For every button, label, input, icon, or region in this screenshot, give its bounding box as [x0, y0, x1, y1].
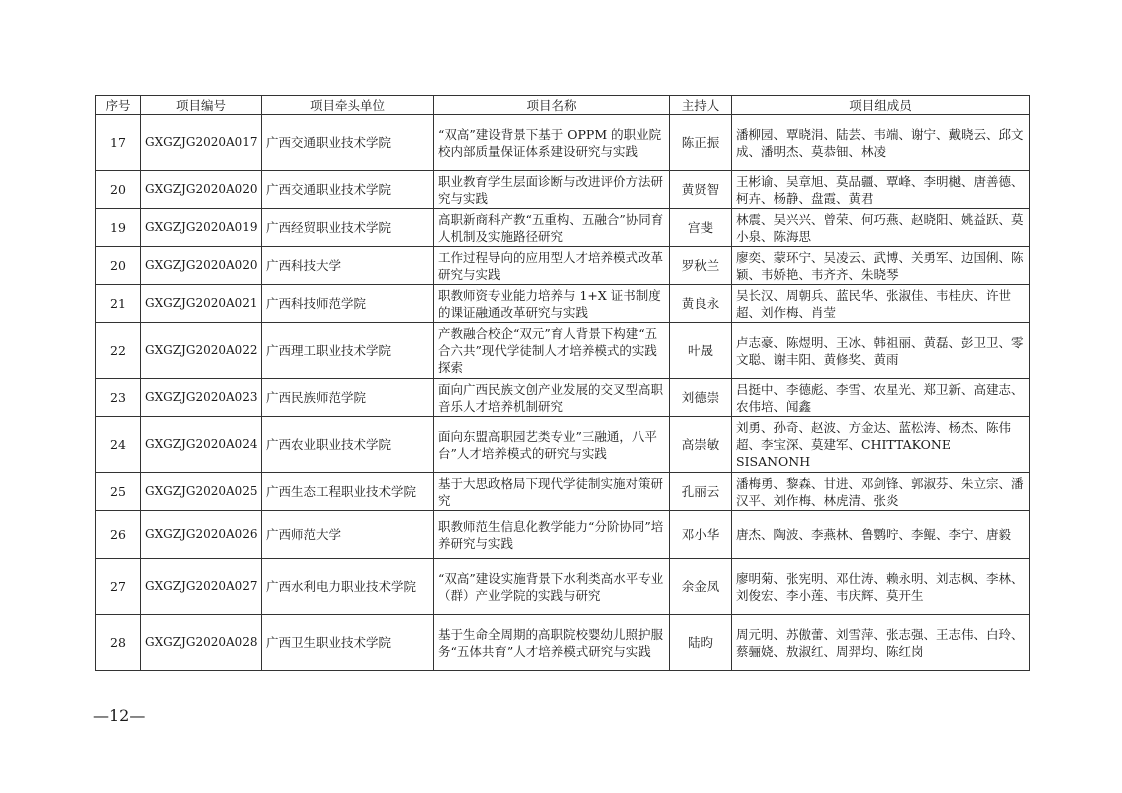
project-table — [95, 95, 1030, 671]
row-project-name: 高职新商科产教“五重构、五融合”协同育人机制及实施路径研究 — [434, 209, 670, 247]
row-code: GXGZJG2020A027 — [141, 559, 262, 615]
row-seq: 23 — [96, 379, 141, 417]
row-code: GXGZJG2020A020 — [141, 171, 262, 209]
row-members: 王彬谕、吴章旭、莫品疆、覃峰、李明樾、唐善德、柯卉、杨静、盘霞、黄君 — [732, 171, 1030, 209]
row-host: 黄良永 — [670, 285, 732, 323]
row-host: 罗秋兰 — [670, 247, 732, 285]
table-row — [96, 379, 1030, 417]
row-project-name: “双高”建设背景下基于 OPPM 的职业院校内部质量保证体系建设研究与实践 — [434, 115, 670, 171]
row-seq: 21 — [96, 285, 141, 323]
row-code: GXGZJG2020A021 — [141, 285, 262, 323]
row-seq: 26 — [96, 511, 141, 559]
row-project-name: 基于大思政格局下现代学徒制实施对策研究 — [434, 473, 670, 511]
row-host: 陆昀 — [670, 615, 732, 671]
row-code: GXGZJG2020A020 — [141, 247, 262, 285]
row-seq: 24 — [96, 417, 141, 473]
row-members: 吕挺中、李德彪、李雪、农星光、郑卫新、高建志、农伟培、闻鑫 — [732, 379, 1030, 417]
row-host: 黄贤智 — [670, 171, 732, 209]
row-unit: 广西民族师范学院 — [262, 379, 434, 417]
row-members: 刘勇、孙奇、赵波、方金达、蓝松涛、杨杰、陈伟超、李宝深、莫建军、CHITTAKONE SISANONH — [732, 417, 1030, 473]
row-members: 吴长汉、周朝兵、蓝民华、张淑佳、韦桂庆、许世超、刘作梅、肖莹 — [732, 285, 1030, 323]
table-row — [96, 323, 1030, 379]
row-members: 潘梅勇、黎森、甘进、邓剑锋、郭淑芬、朱立宗、潘汉平、刘作梅、林虎清、张炎 — [732, 473, 1030, 511]
row-unit: 广西交通职业技术学院 — [262, 171, 434, 209]
header-seq: 序号 — [96, 96, 141, 115]
row-unit: 广西经贸职业技术学院 — [262, 209, 434, 247]
row-seq: 27 — [96, 559, 141, 615]
row-unit: 广西农业职业技术学院 — [262, 417, 434, 473]
header-code: 项目编号 — [141, 96, 262, 115]
row-host: 叶晟 — [670, 323, 732, 379]
table-row — [96, 247, 1030, 285]
row-project-name: 职业教育学生层面诊断与改进评价方法研究与实践 — [434, 171, 670, 209]
row-seq: 20 — [96, 247, 141, 285]
table-row — [96, 285, 1030, 323]
row-project-name: 产教融合校企“双元”育人背景下构建“五合六共”现代学徒制人才培养模式的实践探索 — [434, 323, 670, 379]
header-unit: 项目牵头单位 — [262, 96, 434, 115]
page-number: —12— — [93, 706, 146, 725]
header-members: 项目组成员 — [732, 96, 1030, 115]
row-code: GXGZJG2020A019 — [141, 209, 262, 247]
table-row — [96, 473, 1030, 511]
row-host: 宫斐 — [670, 209, 732, 247]
table-row — [96, 511, 1030, 559]
row-code: GXGZJG2020A028 — [141, 615, 262, 671]
header-name: 项目名称 — [434, 96, 670, 115]
row-project-name: 工作过程导向的应用型人才培养模式改革研究与实践 — [434, 247, 670, 285]
row-unit: 广西卫生职业技术学院 — [262, 615, 434, 671]
table-row — [96, 615, 1030, 671]
table-row — [96, 171, 1030, 209]
row-unit: 广西师范大学 — [262, 511, 434, 559]
row-members: 唐杰、陶波、李燕林、鲁鹦咛、李鲲、李宁、唐毅 — [732, 511, 1030, 559]
row-code: GXGZJG2020A022 — [141, 323, 262, 379]
row-seq: 17 — [96, 115, 141, 171]
row-project-name: 面向东盟高职园艺类专业”三融通，八平台”人才培养模式的研究与实践 — [434, 417, 670, 473]
row-members: 廖明菊、张宪明、邓仕涛、赖永明、刘志枫、李林、刘俊宏、李小莲、韦庆辉、莫开生 — [732, 559, 1030, 615]
row-code: GXGZJG2020A023 — [141, 379, 262, 417]
row-project-name: “双高”建设实施背景下水利类高水平专业（群）产业学院的实践与研究 — [434, 559, 670, 615]
row-project-name: 职教师资专业能力培养与 1+X 证书制度的课证融通改革研究与实践 — [434, 285, 670, 323]
table-row — [96, 115, 1030, 171]
row-members: 廖奕、蒙环宁、吴凌云、武博、关勇军、边国俐、陈颖、韦娇艳、韦齐齐、朱晓琴 — [732, 247, 1030, 285]
row-code: GXGZJG2020A025 — [141, 473, 262, 511]
row-unit: 广西理工职业技术学院 — [262, 323, 434, 379]
row-code: GXGZJG2020A024 — [141, 417, 262, 473]
row-members: 潘柳园、覃晓涓、陆芸、韦端、谢宁、戴晓云、邱文成、潘明杰、莫恭钿、林凌 — [732, 115, 1030, 171]
table-header-row — [96, 96, 1030, 115]
row-seq: 22 — [96, 323, 141, 379]
row-project-name: 基于生命全周期的高职院校婴幼儿照护服务“五体共育”人才培养模式研究与实践 — [434, 615, 670, 671]
row-members: 周元明、苏傲蕾、刘雪萍、张志强、王志伟、白玲、蔡骊娆、敖淑红、周羿均、陈红岗 — [732, 615, 1030, 671]
row-project-name: 面向广西民族文创产业发展的交叉型高职音乐人才培养机制研究 — [434, 379, 670, 417]
row-seq: 25 — [96, 473, 141, 511]
row-unit: 广西科技师范学院 — [262, 285, 434, 323]
table-row — [96, 209, 1030, 247]
row-host: 孔丽云 — [670, 473, 732, 511]
row-seq: 19 — [96, 209, 141, 247]
row-code: GXGZJG2020A026 — [141, 511, 262, 559]
table-row — [96, 417, 1030, 473]
row-host: 陈正振 — [670, 115, 732, 171]
table-row — [96, 559, 1030, 615]
row-unit: 广西科技大学 — [262, 247, 434, 285]
row-code: GXGZJG2020A017 — [141, 115, 262, 171]
row-unit: 广西水利电力职业技术学院 — [262, 559, 434, 615]
row-host: 刘德崇 — [670, 379, 732, 417]
row-members: 卢志豪、陈煜明、王冰、韩祖丽、黄磊、彭卫卫、零文聪、谢丰阳、黄修奖、黄雨 — [732, 323, 1030, 379]
row-unit: 广西生态工程职业技术学院 — [262, 473, 434, 511]
row-unit: 广西交通职业技术学院 — [262, 115, 434, 171]
row-host: 高崇敏 — [670, 417, 732, 473]
row-project-name: 职教师范生信息化教学能力“分阶协同”培养研究与实践 — [434, 511, 670, 559]
header-host: 主持人 — [670, 96, 732, 115]
row-seq: 20 — [96, 171, 141, 209]
row-host: 邓小华 — [670, 511, 732, 559]
row-members: 林震、吴兴兴、曾荣、何巧燕、赵晓阳、姚益跃、莫小泉、陈海思 — [732, 209, 1030, 247]
row-host: 余金凤 — [670, 559, 732, 615]
row-seq: 28 — [96, 615, 141, 671]
